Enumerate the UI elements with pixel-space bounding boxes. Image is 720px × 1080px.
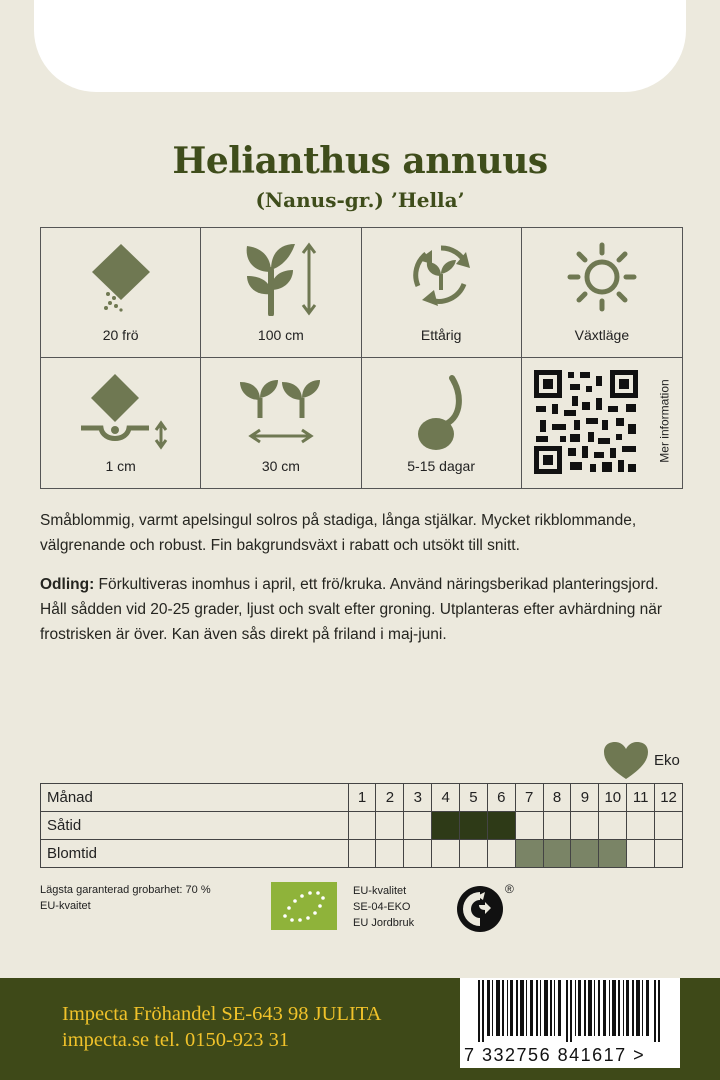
germination-guarantee [40,882,211,914]
cultivation [40,572,680,647]
germination-quality: EU-kvaitet [40,900,91,912]
germination-line: Lägsta garanterad grobarhet: 70 % [40,884,211,896]
barcode [460,978,680,1068]
eu-organic-logo [271,882,337,930]
hang-tab [34,0,686,92]
annual-cycle-icon [408,242,474,308]
seed-count: 20 frö [102,327,139,343]
info-sun [522,228,682,358]
eu-code: SE-04-EKO [353,901,411,913]
plant-spacing: 30 cm [261,458,300,474]
more-info-label: Mer information [657,379,672,463]
bloom-active-cell [599,840,627,868]
barcode-bars-icon [478,980,668,1042]
calendar-cell [627,812,655,840]
seed-packet-icon [86,242,156,312]
calendar-cell [460,840,488,868]
month-label: Månad [41,784,349,812]
calendar-cell [487,840,515,868]
calendar-cell [655,812,683,840]
info-height [201,228,361,358]
info-qr [522,358,682,488]
eu-quality: EU-kvalitet [353,885,407,897]
barcode-number: 7 332756 841617 > [464,1045,646,1065]
heart-icon [603,741,649,781]
month-cell: 12 [655,784,683,812]
eu-organic-text [353,883,414,931]
month-cell: 2 [376,784,404,812]
calendar-cell [599,812,627,840]
calendar-cell [348,812,376,840]
cultivation-heading: Odling: [40,576,95,593]
product-name: Helianthus annuus [172,140,548,182]
month-cell: 10 [599,784,627,812]
description: Småblommig, varmt apelsingul solros på stadiga, långa stjälkar. Mycket rikblommande, välgrenande och robust. Fin bakgrundsväxt i rabatt och utsökt till snitt. [40,512,637,554]
footer-contact: impecta.se tel. 0150-923 31 [62,1029,290,1051]
info-germination [362,358,522,488]
calendar-cell [404,840,432,868]
eu-leaf-icon [271,882,337,930]
calendar-cell [404,812,432,840]
plant-height-icon [243,242,319,316]
calendar-header-row [41,784,683,812]
info-depth [41,358,201,488]
bloom-active-cell [543,840,571,868]
info-seeds [41,228,201,358]
month-cell: 5 [460,784,488,812]
month-cell: 8 [543,784,571,812]
sun-position: Växtläge [574,327,630,343]
eko-label: Eko [654,752,680,769]
eu-agriculture: EU Jordbruk [353,917,415,929]
sowing-row [41,812,683,840]
calendar-cell [376,840,404,868]
calendar-cell [348,840,376,868]
cultivation-text: Förkultiveras inomhus i april, ett frö/kruka. Använd näringsberikad planteringsjord. Håll sådden vid 20-25 grader, ljust och svalt efter groning. Utplanteras efter avhärdning när frostrisken är över. Kan även sås direkt på friland i maj-juni. [40,576,663,643]
calendar-cell [655,840,683,868]
bloom-active-cell [515,840,543,868]
bloom-label: Blomtid [41,840,349,868]
info-spacing [201,358,361,488]
plant-spacing-icon [238,372,324,448]
germination-icon [406,372,476,456]
sow-active-cell [487,812,515,840]
sowing-depth: 1 cm [105,458,136,474]
month-cell: 11 [627,784,655,812]
sow-active-cell [460,812,488,840]
month-cell: 9 [571,784,599,812]
month-cell: 1 [348,784,376,812]
sow-active-cell [432,812,460,840]
month-cell: 4 [432,784,460,812]
bloom-row [41,840,683,868]
calendar-cell [515,812,543,840]
green-dot-recycling-icon [455,884,505,934]
germination-time: 5-15 dagar [407,458,475,474]
calendar-cell [543,812,571,840]
calendar-cell [432,840,460,868]
sowing-label: Såtid [41,812,349,840]
product-variety: (Nanus-gr.) ’Hella’ [255,188,465,212]
info-annual [362,228,522,358]
footer-address: Impecta Fröhandel SE-643 98 JULITA [62,1003,382,1025]
lifecycle: Ettårig [420,327,462,343]
bloom-active-cell [571,840,599,868]
month-cell: 3 [404,784,432,812]
calendar-cell [627,840,655,868]
info-grid [40,227,683,489]
plant-height: 100 cm [257,327,304,343]
sun-icon [567,242,637,312]
registered-mark: ® [505,882,514,896]
month-cell: 7 [515,784,543,812]
calendar-cell [571,812,599,840]
sowing-depth-icon [73,372,169,452]
month-cell: 6 [487,784,515,812]
calendar-cell [376,812,404,840]
qr-code-icon[interactable] [532,368,640,476]
calendar-table [40,783,683,868]
